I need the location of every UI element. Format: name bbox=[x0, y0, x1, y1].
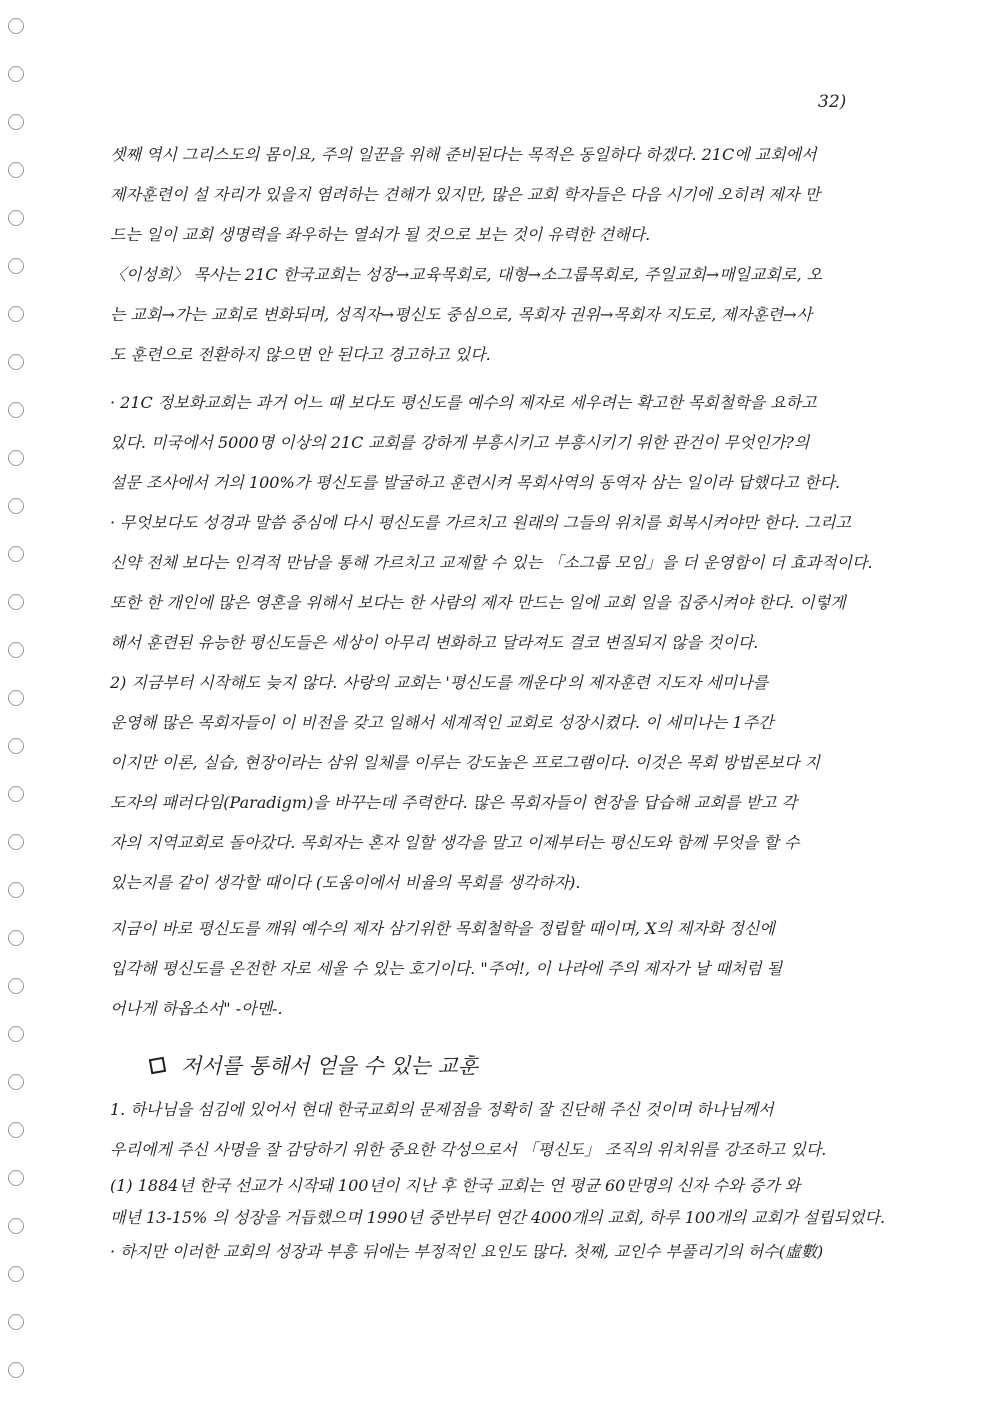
binder-hole-icon bbox=[8, 1122, 24, 1138]
binder-hole-icon bbox=[8, 978, 24, 994]
binder-hole-icon bbox=[8, 1074, 24, 1090]
text-line: 운영해 많은 목회자들이 이 비전을 갖고 일해서 세계적인 교회로 성장시켰다. 이 세미나는 1주간 bbox=[110, 713, 774, 732]
binder-hole-icon bbox=[8, 834, 24, 850]
text-line: 지금이 바로 평신도를 깨워 예수의 제자 삼기위한 목회철학을 정립할 때이며, X의 제자화 정신에 bbox=[110, 919, 775, 938]
binder-holes bbox=[8, 18, 30, 1388]
page-number: 32) bbox=[818, 92, 847, 112]
text-line: · 하지만 이러한 교회의 성장과 부흥 뒤에는 부정적인 요인도 많다. 첫째, 교인수 부풀리기의 허수(虛數) bbox=[110, 1242, 824, 1261]
binder-hole-icon bbox=[8, 1218, 24, 1234]
binder-hole-icon bbox=[8, 1362, 24, 1378]
text-line: 2) 지금부터 시작해도 늦지 않다. 사랑의 교회는 '평신도를 깨운다'의 제자훈련 지도자 세미나를 bbox=[110, 673, 769, 692]
section-heading-text: 저서를 통해서 얻을 수 있는 교훈 bbox=[181, 1054, 479, 1078]
binder-hole-icon bbox=[8, 306, 24, 322]
text-line: 1. 하나님을 섬김에 있어서 현대 한국교회의 문제점을 정확히 잘 진단해 주신 것이며 하나님께서 bbox=[110, 1100, 774, 1119]
binder-hole-icon bbox=[8, 18, 24, 34]
text-line: 이지만 이론, 실습, 현장이라는 삼위 일체를 이루는 강도높은 프로그램이다. 이것은 목회 방법론보다 지 bbox=[110, 753, 820, 772]
text-line: 도 훈련으로 전환하지 않으면 안 된다고 경고하고 있다. bbox=[110, 345, 491, 364]
binder-hole-icon bbox=[8, 354, 24, 370]
section-heading bbox=[150, 1050, 478, 1080]
binder-hole-icon bbox=[8, 258, 24, 274]
body-text-top bbox=[110, 135, 930, 1029]
binder-hole-icon bbox=[8, 450, 24, 466]
text-line: 입각해 평신도를 온전한 자로 세울 수 있는 호기이다. "주여!, 이 나라에 주의 제자가 날 때처럼 될 bbox=[110, 959, 783, 978]
text-line: (1) 1884년 한국 선교가 시작돼 100년이 지난 후 한국 교회는 연 평균 60만명의 신자 수와 증가 와 bbox=[110, 1176, 801, 1195]
text-line: 셋째 역시 그리스도의 몸이요, 주의 일꾼을 위해 준비된다는 목적은 동일하다 하겠다. 21C에 교회에서 bbox=[110, 145, 817, 164]
binder-hole-icon bbox=[8, 498, 24, 514]
binder-hole-icon bbox=[8, 1026, 24, 1042]
text-line: 매년 13-15% 의 성장을 거듭했으며 1990년 중반부터 연간 4000개의 교회, 하루 100개의 교회가 설립되었다. bbox=[110, 1208, 886, 1227]
text-line: 어나게 하옵소서" -아멘-. bbox=[110, 999, 283, 1018]
text-line: 〈이성희〉 목사는 21C 한국교회는 성장→교육목회로, 대형→소그룹목회로, 주일교회→매일교회로, 오 bbox=[110, 265, 823, 284]
binder-hole-icon bbox=[8, 882, 24, 898]
text-line: 도자의 패러다임(Paradigm)을 바꾸는데 주력한다. 많은 목회자들이 현장을 답습해 교회를 받고 각 bbox=[110, 793, 797, 812]
binder-hole-icon bbox=[8, 642, 24, 658]
text-line: · 무엇보다도 성경과 말씀 중심에 다시 평신도를 가르치고 원래의 그들의 위치를 회복시켜야만 한다. 그리고 bbox=[110, 513, 851, 532]
binder-hole-icon bbox=[8, 546, 24, 562]
body-text-bottom bbox=[110, 1090, 930, 1270]
text-line: 우리에게 주신 사명을 잘 감당하기 위한 중요한 각성으로서 「평신도」 조직의 위치위를 강조하고 있다. bbox=[110, 1140, 827, 1159]
binder-hole-icon bbox=[8, 210, 24, 226]
text-line: 또한 한 개인에 많은 영혼을 위해서 보다는 한 사람의 제자 만드는 일에 교회 일을 집중시켜야 한다. 이렇게 bbox=[110, 593, 846, 612]
binder-hole-icon bbox=[8, 594, 24, 610]
text-line: 있는지를 같이 생각할 때이다 (도움이에서 비율의 목회를 생각하자). bbox=[110, 873, 581, 892]
binder-hole-icon bbox=[8, 162, 24, 178]
text-line: 해서 훈련된 유능한 평신도들은 세상이 아무리 변화하고 달라져도 결코 변질되지 않을 것이다. bbox=[110, 633, 759, 652]
text-line: 설문 조사에서 거의 100%가 평신도를 발굴하고 훈련시켜 목회사역의 동역자 삼는 일이라 답했다고 한다. bbox=[110, 473, 841, 492]
binder-hole-icon bbox=[8, 114, 24, 130]
square-bullet-icon bbox=[149, 1056, 166, 1073]
text-line: 드는 일이 교회 생명력을 좌우하는 열쇠가 될 것으로 보는 것이 유력한 견해다. bbox=[110, 225, 651, 244]
text-line: 있다. 미국에서 5000명 이상의 21C 교회를 강하게 부흥시키고 부흥시키기 위한 관건이 무엇인가?의 bbox=[110, 433, 810, 452]
binder-hole-icon bbox=[8, 66, 24, 82]
binder-hole-icon bbox=[8, 402, 24, 418]
text-line: 는 교회→가는 교회로 변화되며, 성직자→평신도 중심으로, 목회자 권위→목회자 지도로, 제자훈련→사 bbox=[110, 305, 812, 324]
binder-hole-icon bbox=[8, 1170, 24, 1186]
binder-hole-icon bbox=[8, 738, 24, 754]
text-line: 신약 전체 보다는 인격적 만남을 통해 가르치고 교제할 수 있는 「소그룹 모임」을 더 운영함이 더 효과적이다. bbox=[110, 553, 873, 572]
text-line: · 21C 정보화교회는 과거 어느 때 보다도 평신도를 예수의 제자로 세우려는 확고한 목회철학을 요하고 bbox=[110, 393, 817, 412]
binder-hole-icon bbox=[8, 690, 24, 706]
text-line: 제자훈련이 설 자리가 있을지 염려하는 견해가 있지만, 많은 교회 학자들은 다음 시기에 오히려 제자 만 bbox=[110, 185, 820, 204]
text-line: 자의 지역교회로 돌아갔다. 목회자는 혼자 일할 생각을 말고 이제부터는 평신도와 함께 무엇을 할 수 bbox=[110, 833, 800, 852]
binder-hole-icon bbox=[8, 1314, 24, 1330]
binder-hole-icon bbox=[8, 1266, 24, 1282]
binder-hole-icon bbox=[8, 930, 24, 946]
binder-hole-icon bbox=[8, 786, 24, 802]
